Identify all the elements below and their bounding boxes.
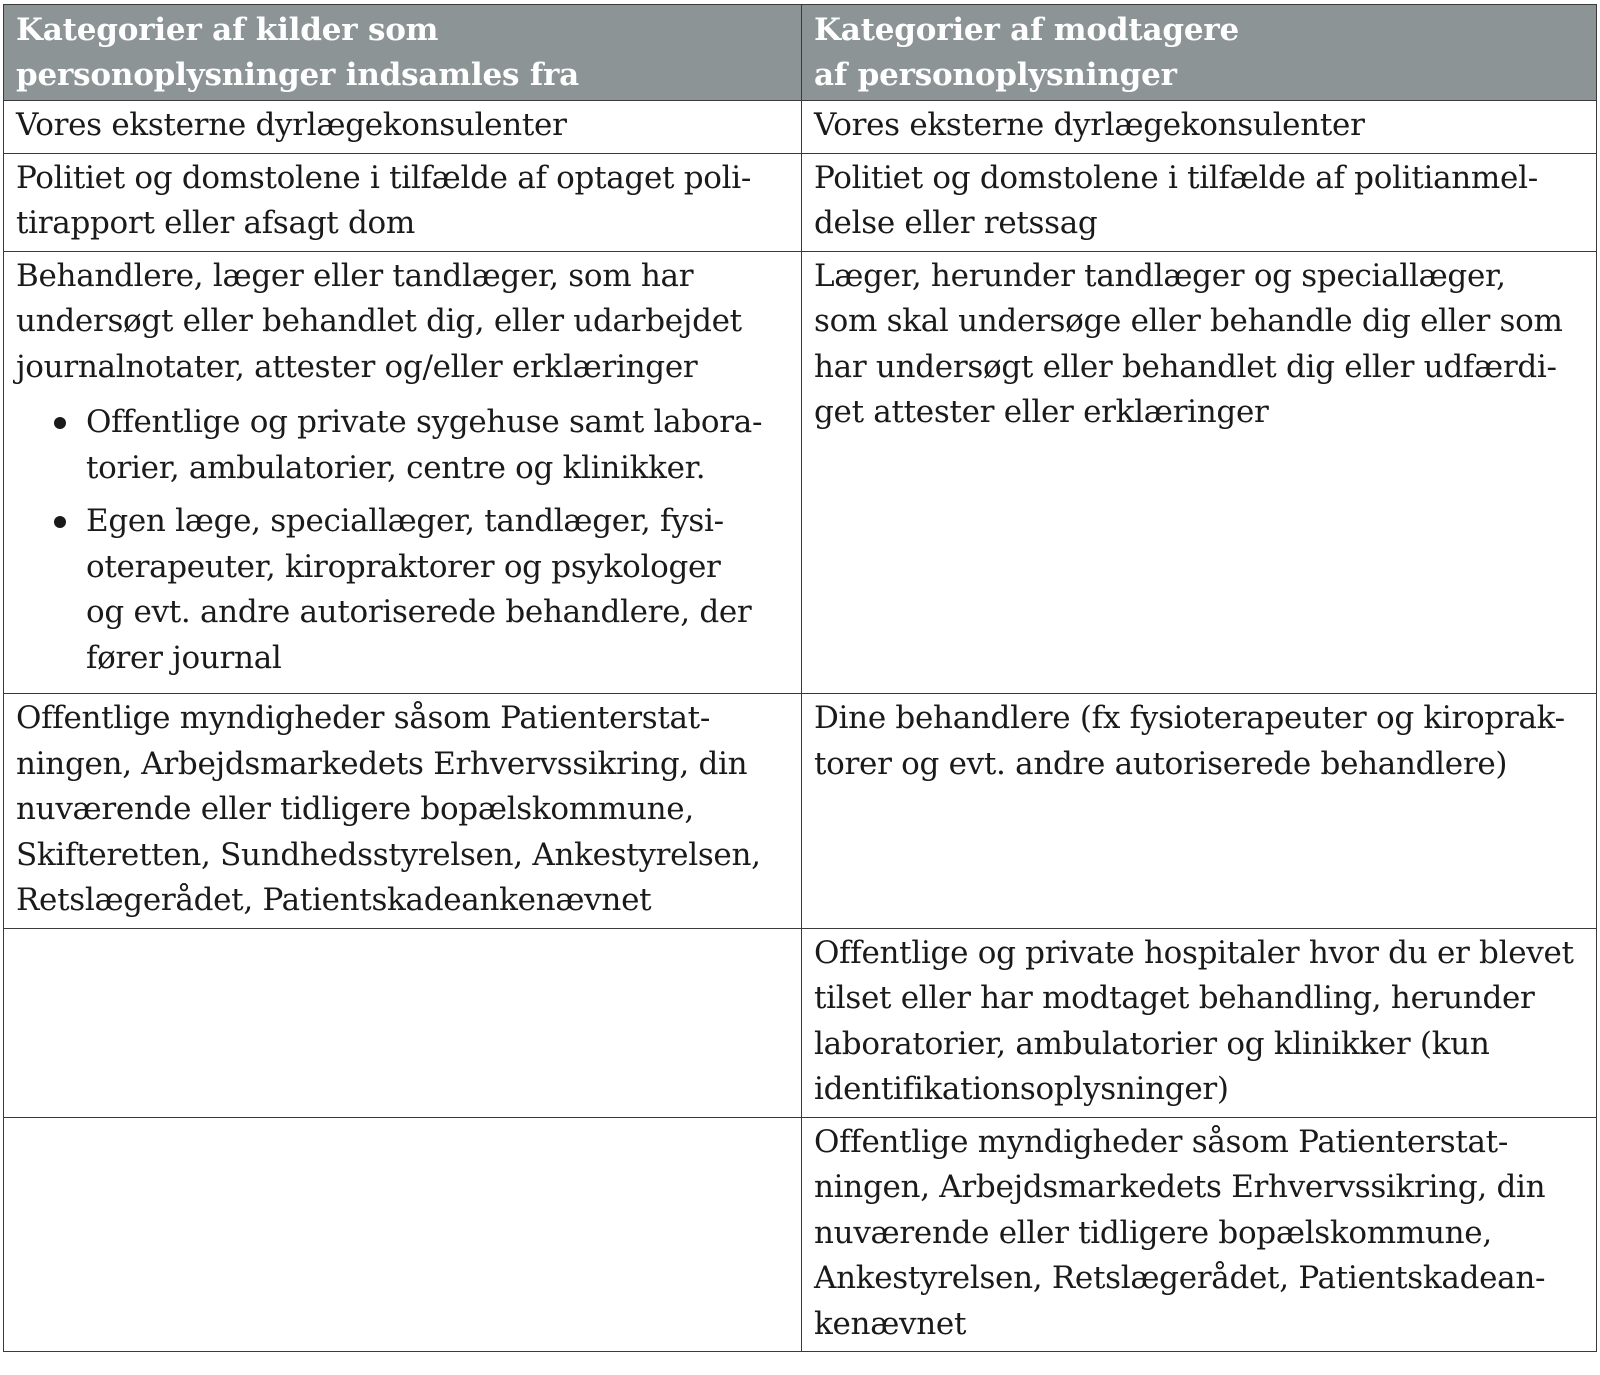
bullet-text-line: og evt. andre autoriserede behandlere, der [86, 594, 752, 630]
recipient-cell [802, 928, 1597, 1117]
cell-text-line: undersøgt eller behandlet dig, eller udarbejdet [16, 303, 742, 339]
cell-text-line: Dine behandlere (fx fysioterapeuter og kiroprak- [814, 700, 1565, 736]
bullet-text-line: oterapeuter, kiropraktorer og psykologer [86, 548, 721, 585]
cell-text-line: journalnotater, attester og/eller erklæringer [16, 348, 698, 385]
table-row [4, 153, 1597, 251]
cell-text-line: Ankestyrelsen, Retslægerådet, Patientskadean- [814, 1260, 1546, 1296]
table-header-row [4, 5, 1597, 101]
recipient-cell [802, 694, 1597, 929]
bullet-item [16, 400, 789, 491]
recipient-cell [802, 1117, 1597, 1352]
cell-text-line: nuværende eller tidligere bopælskommune, [16, 791, 694, 827]
cell-text-line: torer og evt. andre autoriserede behandlere) [814, 745, 1508, 782]
header-line: personoplysninger indsamles fra [16, 57, 580, 93]
cell-text-line: Offentlige myndigheder såsom Patienterstat- [16, 700, 711, 736]
cell-text-line: ningen, Arbejdsmarkedets Erhvervssikring, din [16, 745, 748, 782]
cell-text-line: Skifteretten, Sundhedsstyrelsen, Ankestyrelsen, [16, 836, 761, 873]
source-cell [4, 928, 802, 1117]
personal-data-categories-table [3, 4, 1597, 1352]
source-cell [4, 101, 802, 154]
cell-text-line: Vores eksterne dyrlægekonsulenter [814, 107, 1365, 143]
source-cell [4, 251, 802, 694]
source-cell [4, 153, 802, 251]
cell-text-line: Politiet og domstolene i tilfælde af politianmel- [814, 159, 1538, 196]
table-row [4, 1117, 1597, 1352]
cell-text-line: Læger, herunder tandlæger og speciallæger, [814, 257, 1506, 294]
cell-text-line: ningen, Arbejdsmarkedets Erhvervssikring, din [814, 1169, 1546, 1205]
cell-text-line: get attester eller erklæringer [814, 394, 1269, 430]
bullet-item [16, 499, 789, 681]
cell-text-line: Politiet og domstolene i tilfælde af optaget poli- [16, 159, 752, 196]
source-cell [4, 694, 802, 929]
bullet-text-line: torier, ambulatorier, centre og klinikker. [86, 449, 706, 486]
recipient-cell [802, 153, 1597, 251]
cell-text-line: laboratorier, ambulatorier og klinikker (kun [814, 1025, 1490, 1062]
recipient-cell [802, 101, 1597, 154]
cell-text-line: kenævnet [814, 1305, 967, 1342]
header-recipients [802, 5, 1597, 101]
cell-text-line: nuværende eller tidligere bopælskommune, [814, 1214, 1492, 1251]
cell-text-line: Retslægerådet, Patientskadeankenævnet [16, 882, 652, 918]
cell-text-line: Offentlige myndigheder såsom Patienterstat- [814, 1123, 1509, 1160]
cell-text-line: som skal undersøge eller behandle dig eller som [814, 303, 1563, 339]
cell-text-line: tirapport eller afsagt dom [16, 205, 415, 241]
bullet-text-line: Egen læge, speciallæger, tandlæger, fysi- [86, 503, 724, 539]
source-cell [4, 1117, 802, 1352]
cell-text-line: har undersøgt eller behandlet dig eller udfærdi- [814, 348, 1557, 385]
cell-text-line: Behandlere, læger eller tandlæger, som har [16, 257, 694, 294]
bullet-icon [54, 516, 66, 528]
header-line: af personoplysninger [814, 57, 1177, 93]
table-row [4, 694, 1597, 929]
header-sources [4, 5, 802, 101]
table-row [4, 101, 1597, 154]
cell-text-line: Offentlige og private hospitaler hvor du er blevet [814, 934, 1574, 971]
table-body [4, 101, 1597, 1352]
cell-text-line: tilset eller har modtaget behandling, herunder [814, 980, 1535, 1016]
table-row [4, 928, 1597, 1117]
header-line: Kategorier af kilder som [16, 12, 439, 48]
bullet-list [16, 400, 789, 681]
table-row [4, 251, 1597, 694]
cell-text-line: Vores eksterne dyrlægekonsulenter [16, 107, 567, 143]
bullet-text-line: Offentlige og private sygehuse samt labora- [86, 404, 763, 440]
cell-text-line: delse eller retssag [814, 205, 1098, 241]
bullet-text-line: fører journal [86, 639, 282, 676]
recipient-cell [802, 251, 1597, 694]
cell-text-line: identifikationsoplysninger) [814, 1071, 1229, 1107]
header-line: Kategorier af modtagere [814, 12, 1240, 48]
bullet-icon [54, 417, 66, 429]
